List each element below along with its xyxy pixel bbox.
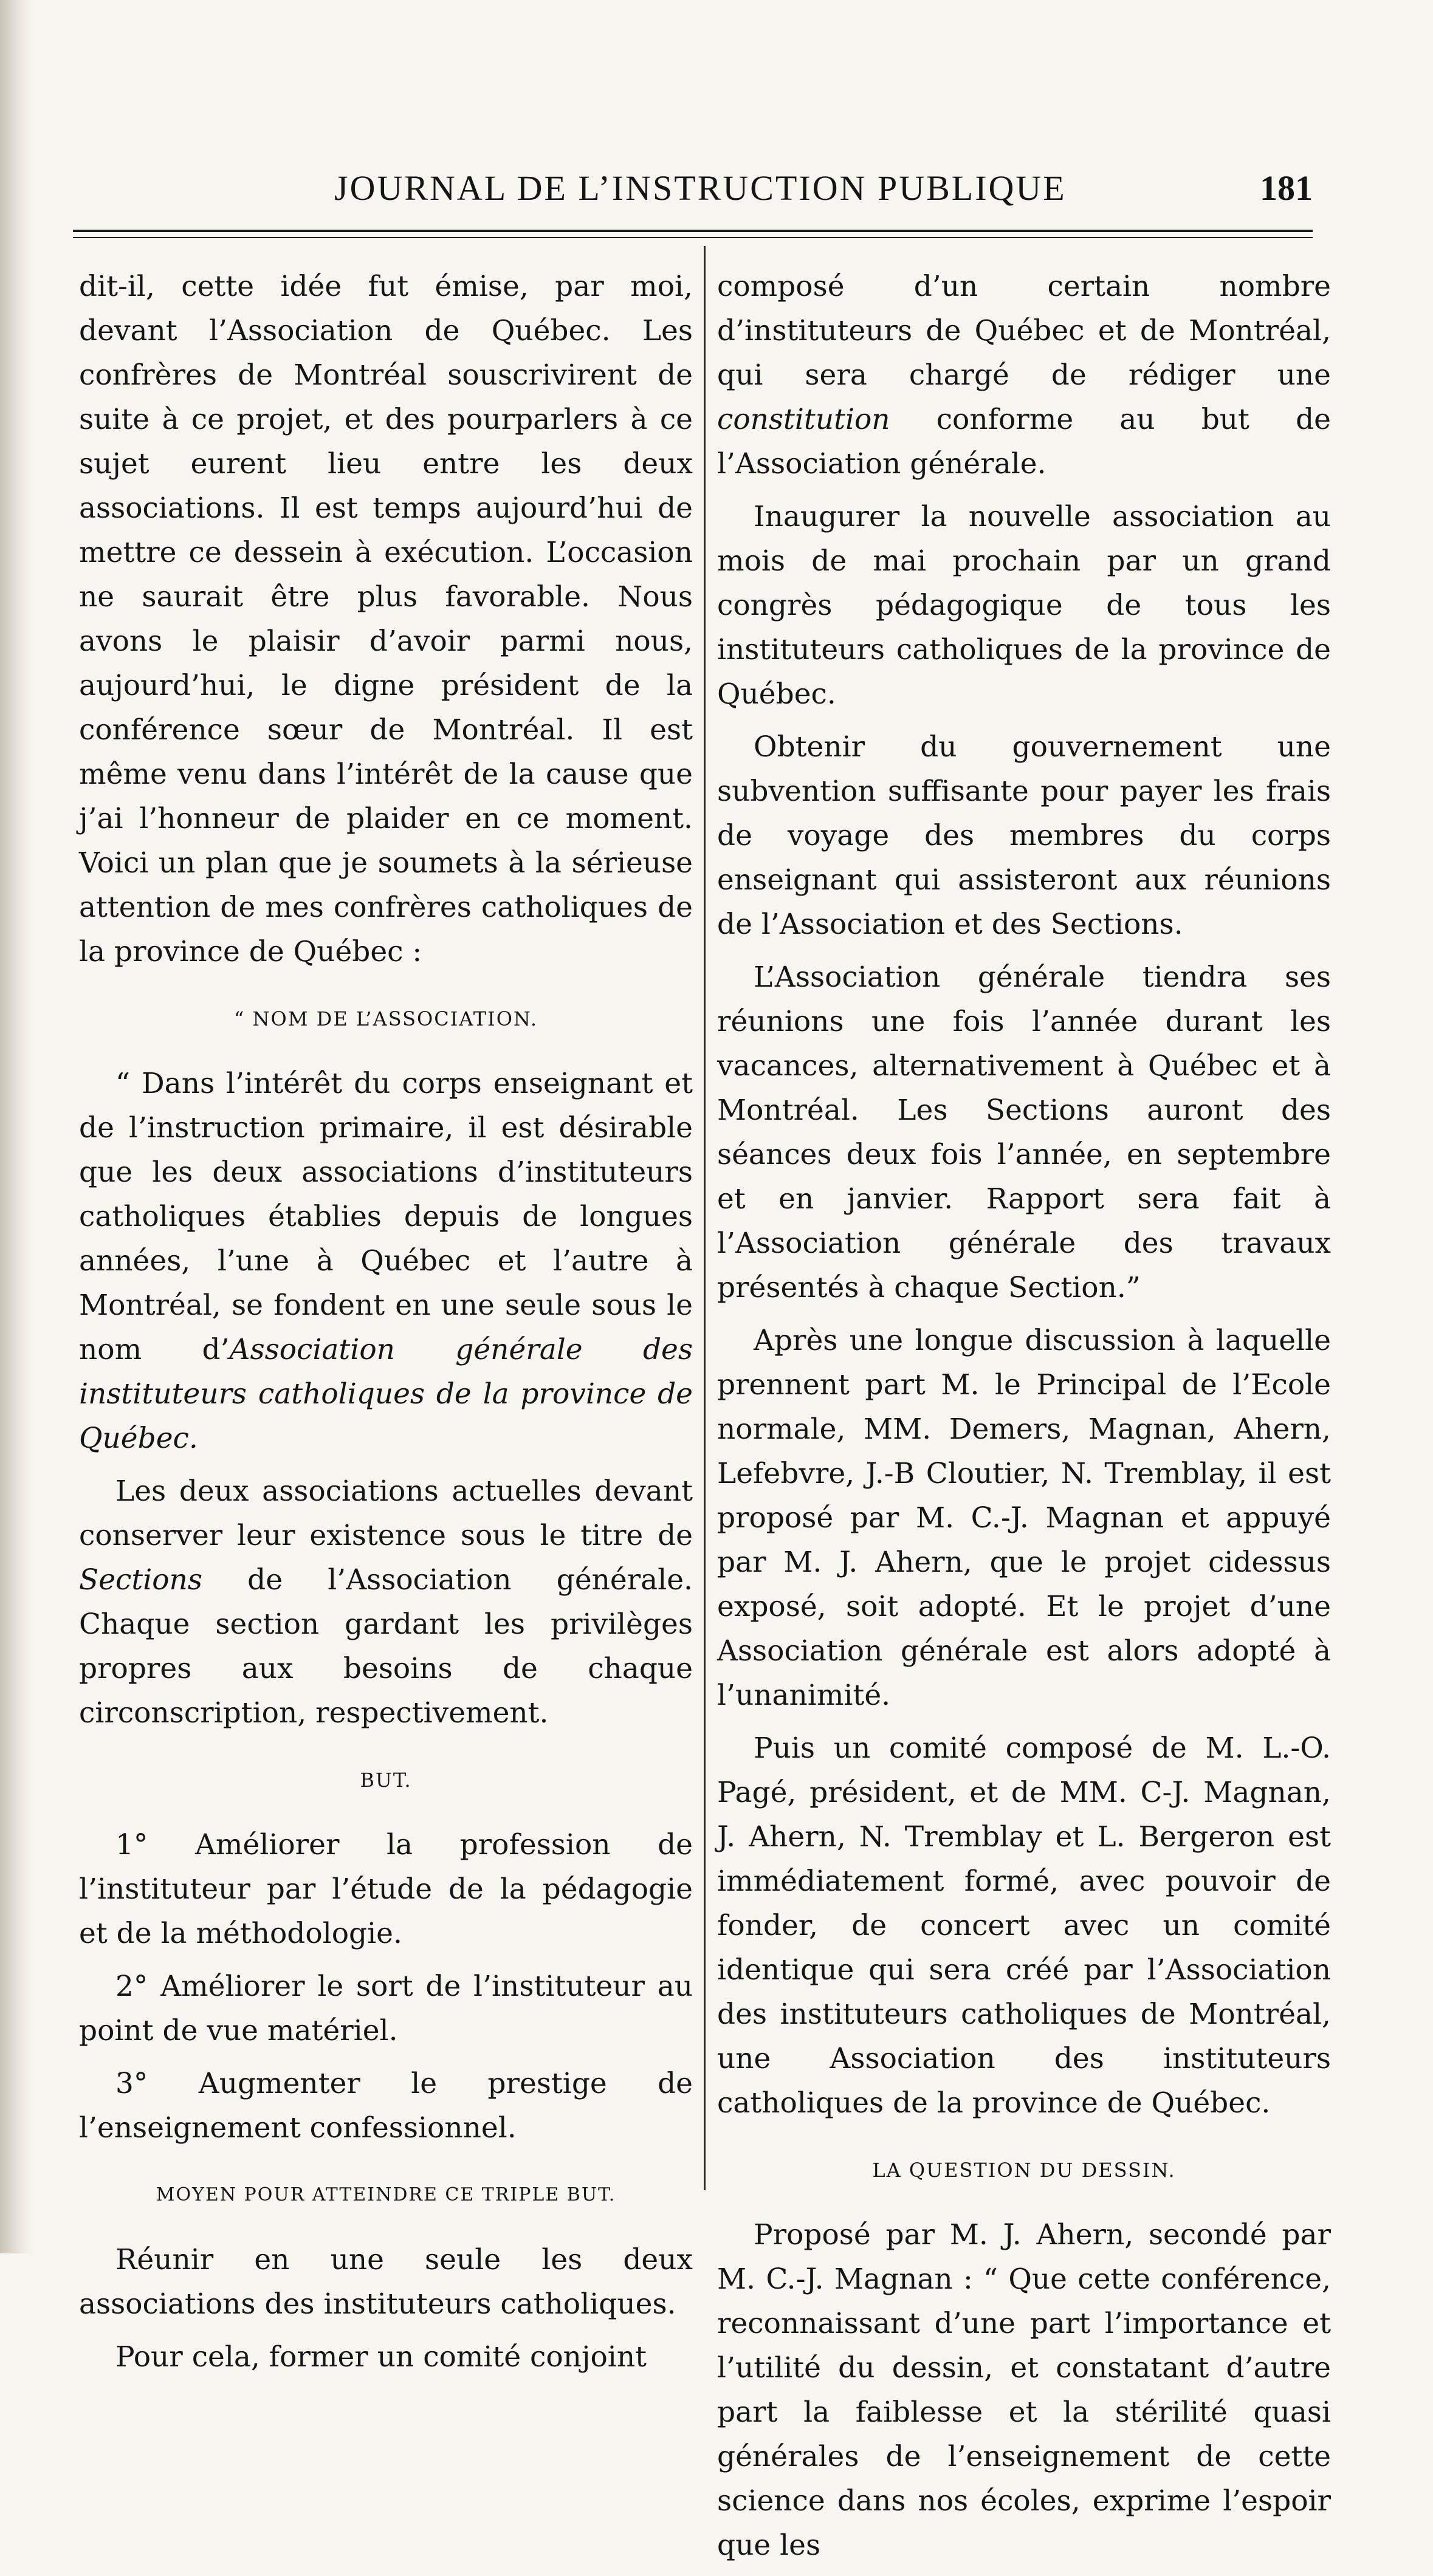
section-heading-moyen: MOYEN POUR ATTEINDRE CE TRIPLE BUT. bbox=[156, 2184, 616, 2205]
paragraph: dit-il, cette idée fut émise, par moi, devant l’Association de Québec. Les confrères de Montréal souscrivirent de suite à ce projet, et des pourparlers à ce sujet eurent lieu entre les deux associations. Il est temps aujourd’hui de mettre ce dessein à exécution. L’occasion ne saurait être plus favorable. Nous avons le plaisir d’avoir parmi nous, aujourd’hui, le digne président de la conférence sœur de Montréal. Il est même venu dans l’intérêt de la cause que j’ai l’honneur de plaider en ce moment. Voici un plan que je soumets à la sérieuse attention de mes confrères catholiques de la province de Québec : bbox=[79, 270, 693, 968]
paragraph: Pour cela, former un comité conjoint bbox=[115, 2340, 647, 2374]
journal-title: JOURNAL DE L’INSTRUCTION PUBLIQUE bbox=[334, 168, 1067, 208]
section-heading-but: BUT. bbox=[360, 1769, 412, 1792]
header-rule-thick bbox=[73, 230, 1313, 232]
list-item: 3° Augmenter le prestige de l’enseignement confessionnel. bbox=[79, 2067, 693, 2145]
paragraph: L’Association générale tiendra ses réunions une fois l’année durant les vacances, alternativement à Québec et à Montréal. Les Sections auront des séances deux fois l’année, en septembre et en janvier. Rapport sera fait à l’Association générale des travaux présentés à chaque Section.” bbox=[717, 961, 1331, 1304]
running-header bbox=[73, 164, 1325, 213]
list-item: 1° Améliorer la profession de l’instituteur par l’étude de la pédagogie et de la méthodologie. bbox=[79, 1828, 693, 1950]
section-heading-dessin: LA QUESTION DU DESSIN. bbox=[872, 2159, 1176, 2182]
page-edge-shadow bbox=[0, 0, 32, 2253]
paragraph: Après une longue discussion à laquelle prennent part M. le Principal de l’Ecole normale, MM. Demers, Magnan, Ahern, Lefebvre, J.-B Cloutier, N. Tremblay, il est proposé par M. C.-J. Magnan et appuyé par M. J. Ahern, que le projet cidessus exposé, soit adopté. Et le projet d’une Association générale est alors adopté à l’unanimité. bbox=[717, 1324, 1331, 1712]
paragraph-text: de l’Association générale. Chaque section gardant les privilèges propres aux besoins de chaque circonscription, respectivement. bbox=[79, 1563, 693, 1730]
paragraph bbox=[79, 1469, 693, 1735]
paragraph: Obtenir du gouvernement une subvention suffisante pour payer les frais de voyage des membres du corps enseignant qui assisteront aux réunions de l’Association et des Sections. bbox=[717, 730, 1331, 941]
list-item: 2° Améliorer le sort de l’instituteur au point de vue matériel. bbox=[79, 1970, 693, 2047]
paragraph-text: “ Dans l’intérêt du corps enseignant et de l’instruction primaire, il est désirable que les deux associations d’instituteurs catholiques établies depuis de longues années, l’une à Québec et l’autre à Montréal, se fondent en une seule sous le nom d’ bbox=[79, 1067, 693, 1366]
right-column bbox=[717, 264, 1331, 2576]
paragraph: Puis un comité composé de M. L.-O. Pagé, président, et de MM. C-J. Magnan, J. Ahern, N. Tremblay et L. Bergeron est immédiatement formé, avec pouvoir de fonder, de concert avec un comité identique qui sera créé par l’Association des instituteurs catholiques de Montréal, une Association des instituteurs catholiques de la province de Québec. bbox=[717, 1732, 1331, 2120]
column-divider bbox=[704, 246, 706, 2190]
paragraph: Inaugurer la nouvelle association au mois de mai prochain par un grand congrès pédagogique de tous les instituteurs catholiques de la province de Québec. bbox=[717, 500, 1331, 711]
paragraph: Proposé par M. J. Ahern, secondé par M. C.-J. Magnan : “ Que cette conférence, reconnaissant d’une part l’importance et l’utilité du dessin, et constatant d’autre part la faiblesse et la stérilité quasi générales de l’enseignement de cette science dans nos écoles, exprime l’espoir que les bbox=[717, 2218, 1331, 2562]
paragraph: Réunir en une seule les deux associations des instituteurs catholiques. bbox=[79, 2243, 693, 2321]
constitution-term: constitution bbox=[717, 403, 890, 436]
paragraph-text: composé d’un certain nombre d’instituteurs de Québec et de Montréal, qui sera chargé de rédiger une bbox=[717, 270, 1331, 392]
paragraph bbox=[717, 264, 1331, 486]
page-number: 181 bbox=[1260, 168, 1313, 208]
paragraph bbox=[79, 1061, 693, 1461]
left-column bbox=[79, 264, 693, 2388]
header-rule-thin bbox=[73, 237, 1313, 238]
association-name: Association générale des instituteurs catholiques de la province de Québec. bbox=[79, 1333, 693, 1455]
paragraph-text: conforme au but de l’Association générale. bbox=[717, 403, 1331, 481]
section-heading-nom: “ NOM DE L’ASSOCIATION. bbox=[233, 1007, 538, 1030]
sections-term: Sections bbox=[79, 1563, 202, 1597]
paragraph-text: Les deux associations actuelles devant conserver leur existence sous le titre de bbox=[79, 1475, 693, 1552]
